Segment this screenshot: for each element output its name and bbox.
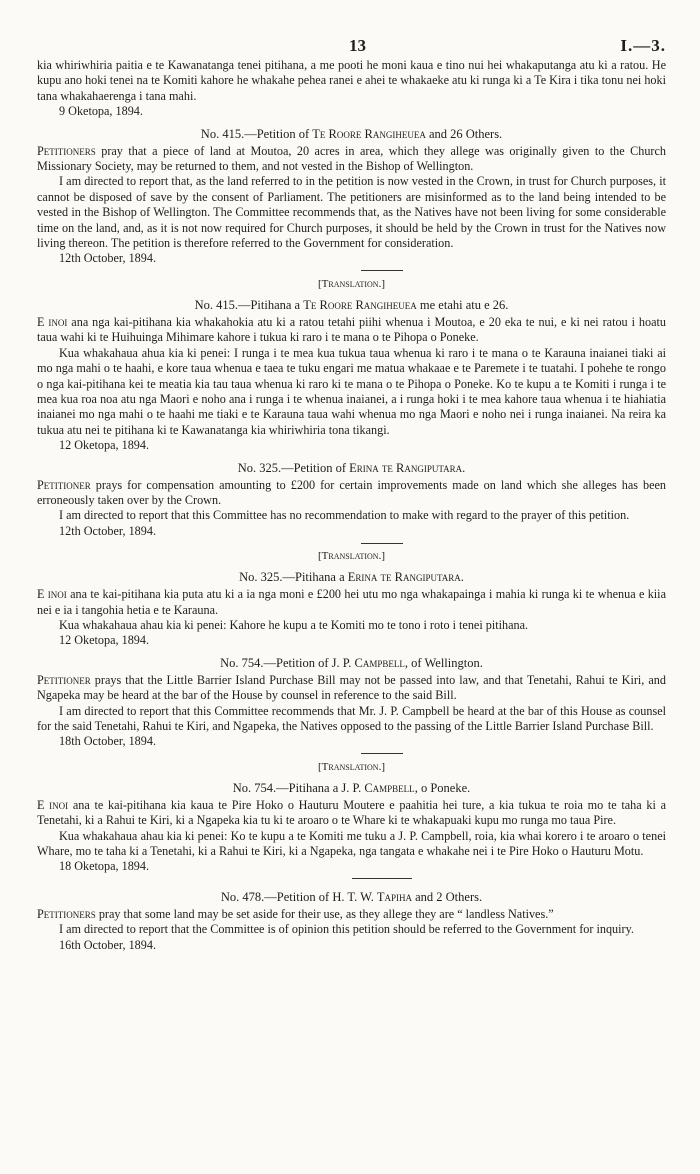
document-reference: I.—3. xyxy=(620,36,666,55)
title-prefix: No. 325.—Petition of xyxy=(237,460,350,475)
title-prefix: No. 415.—Petition of xyxy=(200,126,313,141)
lead-word: Petitioner xyxy=(37,477,91,492)
translation-754-title xyxy=(37,780,666,796)
petition-754-report: I am directed to report that this Committee recommends that Mr. J. P. Campbell be heard at the bar of this House as counsel for the said Tenetahi, Rahui te Kiri, and Ngapeka, the Natives opposed to the passing of the Little Barrier Island Purchase Bill. xyxy=(37,703,666,733)
petition-415-prayer xyxy=(37,144,666,175)
lead-word: Petitioners xyxy=(37,906,96,921)
title-suffix: , of Wellington. xyxy=(404,655,483,670)
title-suffix: and 2 Others. xyxy=(411,889,483,904)
continuation-paragraph: kia whiriwhiria paitia e te Kawanatanga tenei pitihana, a me pooti he moni kaua e tino nui hei whakaputanga atu ki a ratou. He kupu ano hoki tenei na te Komiti kahore he whakahe pehea ranei e ahei te whakaeke atu ki runga ki a Te Kira i tika tonu nei hoki tana whakahaerenga i tana mahi. xyxy=(37,58,666,103)
petition-325-title xyxy=(37,460,666,476)
title-suffix: . xyxy=(460,570,464,585)
page-header xyxy=(37,0,666,58)
lead-word: Petitioners xyxy=(37,143,96,158)
title-prefix: No. 415.—Pitihana a xyxy=(194,297,304,312)
translation-415-prayer xyxy=(37,315,666,346)
title-suffix: . xyxy=(462,460,466,475)
translation-label: [Translation.] xyxy=(317,760,386,773)
lead-word: E inoi xyxy=(37,797,69,812)
title-suffix: and 26 Others. xyxy=(425,126,503,141)
petition-754-prayer xyxy=(37,673,666,704)
translation-325-prayer xyxy=(37,587,666,618)
petitioner-name: J. P. Campbell xyxy=(341,780,415,795)
lead-word: Petitioner xyxy=(37,672,91,687)
petitioner-name: J. P. Campbell xyxy=(331,655,405,670)
continuation-date: 9 Oketopa, 1894. xyxy=(59,104,143,119)
petitioner-name: Te Roore Rangiheuea xyxy=(312,126,426,141)
petition-325-prayer xyxy=(37,478,666,509)
section-divider xyxy=(97,875,666,883)
prayer-text: ana te kai-pitihana kia kaua te Pire Hoko o Hauturu Moutere e paahitia hei ture, a kia tukua te roia mo te taha ki a Tenetahi, ki a Rahui te Kiri, ki a Ngapeka kia tu ki te aroaro o te Whare ki te whakapuaki kupu mo runga mo taua Pire. xyxy=(37,797,666,828)
translation-325-date: 12 Oketopa, 1894. xyxy=(59,633,150,648)
petition-415-report: I am directed to report that, as the land referred to in the petition is now vested in the Crown, in trust for Church purposes, it cannot be disposed of save by the consent of Parliament. The petitioners are misinformed as to the land being intended to be vested in the Bishop of Wellington. The Committee recommends that, as the Natives have not been living for some considerable time on the land, and, as it is not now required for Church purposes, it should be held by the Crown in trust for the Natives now living thereon. The petition is therefore referred to the Government for consideration. xyxy=(37,174,666,251)
lead-word: E inoi xyxy=(37,314,68,329)
petitioner-name: Erina te Rangiputara xyxy=(349,460,463,475)
prayer-text: prays that the Little Barrier Island Purchase Bill may not be passed into law, and that Tenetahi, Rahui te Kiri, and Ngapeka may be heard at the bar of the House by counsel in reference to the said Bill. xyxy=(37,672,666,703)
petitioner-name: Te Roore Rangiheuea xyxy=(303,297,417,312)
prayer-text: ana nga kai-pitihana kia whakahokia atu ki a ratou tetahi piihi whenua i Moutoa, e 20 eka te nui, e ki nei ratou i hoatu taua wahi ki te Huihuinga Mihimare kahore i tukua ki raro i te mana o te Pihopa o Poneke. xyxy=(37,314,666,345)
translation-754-prayer xyxy=(37,798,666,829)
title-prefix: No. 325.—Pitihana a xyxy=(239,570,348,585)
title-suffix: , o Poneke. xyxy=(414,780,471,795)
translation-325-report: Kua whakahaua ahau kia ki penei: Kahore he kupu a te Komiti mo te tono i roto i tenei pitihana. xyxy=(59,617,529,632)
translation-415-report: Kua whakahaua ahua kia ki penei: I runga i te mea kua tukua taua whenua ki raro i te mana o te Karauna inaianei tiaki ai mo nga mahi o te haahi, e kore taua whenua e taea te tuku engari me matua whakaae e te Paremete i te tuatahi. I pohehe te rongo o nga kai-pitihana kei te meatia kia tau taua whenua ki raro ki te mana o te Pihopa o Poneke. Ko te kupu a te Komiti i runga i te mea kua roa noa atu nga Maori e noho ana i runga i te whenua inaianei, a i runga hoki i te mea kahore taua whenua i te hiahiatia inaianei mo nga mahi o te haahi me tiaki e te Karauna taua wahi whenua mo nga Maori e noho nei i runga inaianei. Na reira ka tukua atu nei te pitihana ki te Kawanatanga kia whiriwhiria tona tikangi. xyxy=(37,345,666,437)
prayer-text: ana te kai-pitihana kia puta atu ki a ia nga moni e £200 hei utu mo nga whakapainga i mahia ki runga ki te whenua e kiia nei e ia i tangohia hetia e te Karauna. xyxy=(37,587,666,617)
petition-478-title xyxy=(37,889,666,905)
petition-415-title xyxy=(37,126,666,142)
petition-478-date: 16th October, 1894. xyxy=(59,937,156,952)
translation-label: [Translation.] xyxy=(317,550,386,563)
translation-754-report: Kua whakahaua ahau kia ki penei: Ko te kupu a te Komiti me tuku a J. P. Campbell, roia, kia whai korero i te aroaro o tenei Whare, mo te taha ki a Tenetahi, ki a Rahui te Kiri, ki a Ngapeka, nga tangata e whakahe nei i te Pire Hoko o Hauturu Motu. xyxy=(37,828,666,859)
section-divider xyxy=(97,539,666,547)
lead-word: E inoi xyxy=(37,587,67,602)
translation-325-title xyxy=(37,569,666,585)
translation-label: [Translation.] xyxy=(317,277,386,290)
title-prefix: No. 478.—Petition of xyxy=(220,889,333,904)
translation-415-title xyxy=(37,297,666,313)
petition-325-date: 12th October, 1894. xyxy=(59,523,156,538)
petition-754-date: 18th October, 1894. xyxy=(59,734,156,749)
section-divider xyxy=(97,750,666,758)
petition-325-report: I am directed to report that this Committee has no recommendation to make with regard to the prayer of this petition. xyxy=(59,508,630,523)
title-prefix: No. 754.—Pitihana a xyxy=(232,780,342,795)
title-prefix: No. 754.—Petition of xyxy=(220,655,332,670)
title-suffix: me etahi atu e 26. xyxy=(416,297,509,312)
petitioner-name: H. T. W. Tapiha xyxy=(332,889,412,904)
translation-415-date: 12 Oketopa, 1894. xyxy=(59,438,150,453)
petition-478-prayer xyxy=(37,907,666,922)
translation-754-date: 18 Oketopa, 1894. xyxy=(59,859,150,874)
petition-415-date: 12th October, 1894. xyxy=(59,251,156,266)
prayer-text: pray that a piece of land at Moutoa, 20 acres in area, which they allege was originally given to the Church Missionary Society, may be returned to them, and not vested in the Bishop of Wellington. xyxy=(37,143,666,174)
prayer-text: prays for compensation amounting to £200 for certain improvements made on land which she alleges has been erroneously taken over by the Crown. xyxy=(37,477,666,507)
section-divider xyxy=(97,267,666,275)
petition-478-report: I am directed to report that the Committee is of opinion this petition should be referred to the Government for inquiry. xyxy=(59,922,634,937)
page-number: 13 xyxy=(349,36,366,55)
petition-754-title xyxy=(37,655,666,671)
prayer-text: pray that some land may be set aside for their use, as they allege they are “ landless Natives.” xyxy=(95,906,554,921)
petitioner-name: Erina te Rangiputara xyxy=(347,570,461,585)
